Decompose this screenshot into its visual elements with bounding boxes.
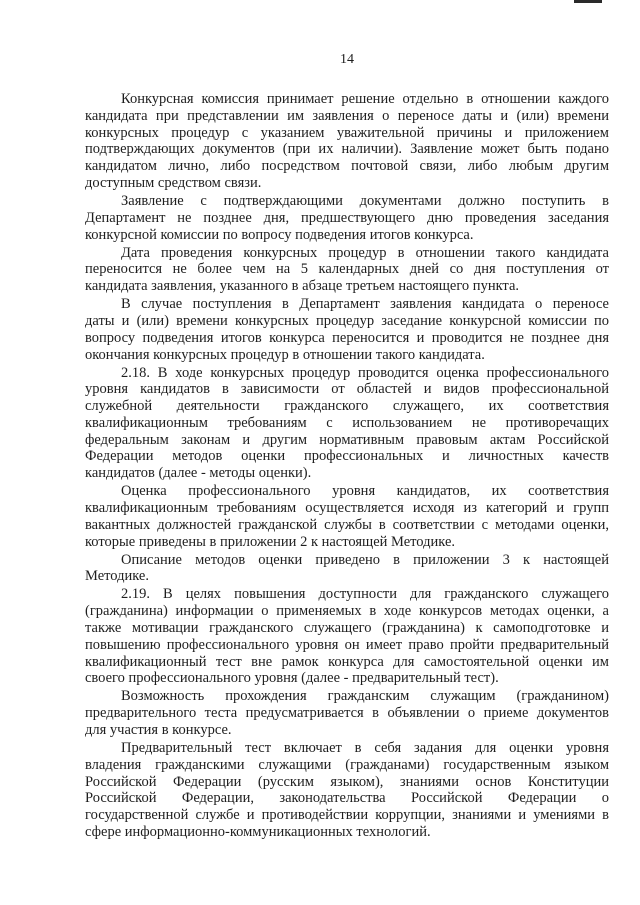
text-line: сфере информационно-коммуникационных технологий. — [85, 823, 431, 840]
text-line: Конкурсная комиссия принимает решение отдельно в отношении каждого — [121, 91, 609, 107]
text-line: уровня кандидатов в зависимости от областей и видов профессиональной — [85, 381, 609, 398]
text-line: Федерации методов оценки профессиональных и личностных качеств — [85, 448, 609, 465]
paragraph — [85, 586, 609, 687]
text-line: которые приведены в приложении 2 к настоящей Методике. — [85, 533, 456, 550]
text-line: Описание методов оценки приведено в приложении 3 к настоящей — [121, 551, 609, 568]
text-line: Методике. — [85, 568, 149, 585]
scan-mark — [574, 0, 602, 3]
paragraph — [85, 740, 609, 841]
text-line: Возможность прохождения гражданским служащим (гражданином) — [121, 688, 609, 705]
paragraph — [85, 483, 609, 550]
page-number: 14 — [340, 52, 354, 67]
text-line: кандидата заявления, указанного в абзаце третьем настоящего пункта. — [85, 278, 520, 295]
text-line: Оценка профессионального уровня кандидатов, их соответствия — [121, 483, 609, 500]
paragraph — [85, 365, 609, 483]
paragraph — [85, 193, 609, 243]
text-line: В случае поступления в Департамент заявления кандидата о переносе — [121, 296, 609, 313]
text-line: Департамент не позднее дня, предшествующего дню проведения заседания — [85, 209, 609, 226]
text-line: окончания конкурсных процедур в отношении такого кандидата. — [85, 346, 485, 363]
text-line: подтверждающих документов (при их наличии). Заявление может быть подано — [85, 141, 609, 158]
text-line: предварительного теста предусматривается в объявлении о приеме документов — [85, 705, 609, 722]
text-line: Дата проведения конкурсных процедур в отношении такого кандидата — [121, 244, 609, 261]
text-line: служебной деятельности гражданского служащего, их соответствия — [85, 398, 609, 415]
text-line: своего профессионального уровня (далее - предварительный тест). — [85, 670, 499, 687]
text-line: 2.19. В целях повышения доступности для гражданского служащего — [121, 586, 609, 603]
text-line: государственной службе и противодействии коррупции, знаниями и умениями в — [85, 807, 609, 824]
text-line: Заявление с подтверждающими документами должно поступить в — [121, 192, 609, 209]
text-line: переносится не более чем на 5 календарных дней со дня поступления от — [85, 261, 609, 278]
text-line: федеральным законам и другим нормативным правовым актам Российской — [85, 431, 609, 448]
text-line: для участия в конкурсе. — [85, 721, 232, 738]
text-line: квалификационным требованиям с использованием не противоречащих — [85, 414, 609, 431]
paragraph — [85, 296, 609, 363]
text-line: Российской Федерации (русским языком), знаниями основ Конституции — [85, 773, 609, 790]
text-line: (гражданина) информации о применяемых в ходе конкурсов методах оценки, а — [85, 603, 609, 620]
text-line: повышению профессионального уровня он имеет право пройти предварительный — [85, 636, 609, 653]
text-line: кандидатом лично, либо посредством почтовой связи, либо любым другим — [85, 158, 609, 175]
text-line: вопросу подведения итогов конкурса переносится и проводится не позднее дня — [85, 329, 609, 346]
text-line: конкурсных процедур с указанием уважительной причины и приложением — [85, 124, 609, 141]
document-body — [85, 91, 609, 841]
text-line: вакантных должностей гражданской службы в соответствии с методами оценки, — [85, 516, 609, 533]
text-line: 2.18. В ходе конкурсных процедур проводится оценка профессионального — [121, 364, 609, 381]
text-line: квалификационный тест вне рамок конкурса для самостоятельной оценки им — [85, 653, 609, 670]
text-line: владения гражданскими служащими (гражданами) государственным языком — [85, 756, 609, 773]
text-line: конкурсной комиссии по вопросу подведения итогов конкурса. — [85, 226, 474, 243]
text-line: квалификационным требованиям осуществляется исходя из категорий и групп — [85, 500, 609, 517]
text-line: Предварительный тест включает в себя задания для оценки уровня — [121, 739, 609, 756]
paragraph — [85, 552, 609, 586]
text-line: даты и (или) времени конкурсных процедур заседание конкурсной комиссии по — [85, 312, 609, 329]
paragraph — [85, 688, 609, 738]
text-line: Российской Федерации, законодательства Российской Федерации о — [85, 790, 609, 807]
paragraph — [85, 245, 609, 295]
text-line: также мотивации гражданского служащего (гражданина) к самоподготовке и — [85, 620, 609, 637]
paragraph — [85, 91, 609, 192]
text-line: кандидата при представлении им заявления о переносе даты и (или) времени — [85, 107, 609, 124]
text-line: доступным средством связи. — [85, 174, 262, 191]
text-line: кандидатов (далее - методы оценки). — [85, 465, 312, 482]
